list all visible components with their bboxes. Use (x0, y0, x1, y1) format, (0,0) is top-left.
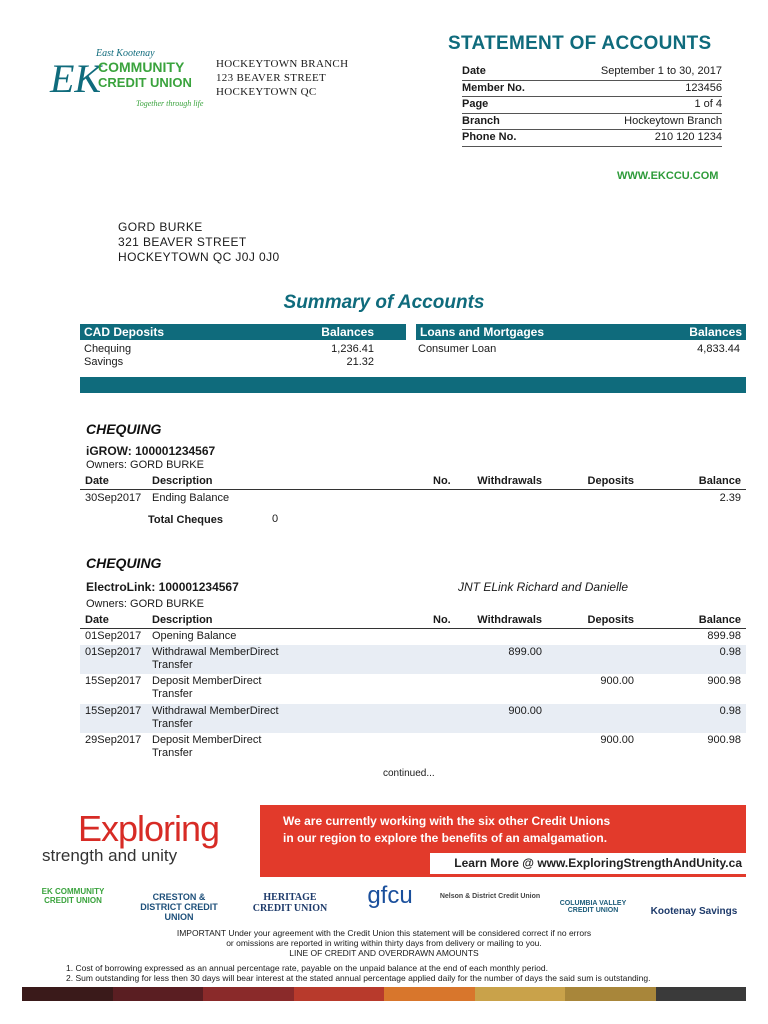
info-label: Branch (462, 114, 500, 127)
info-label: Phone No. (462, 131, 517, 143)
transaction-column-header (80, 475, 746, 490)
branch-line: HOCKEYTOWN BRANCH (216, 58, 349, 70)
txn-description: Deposit MemberDirect Transfer (152, 675, 262, 700)
partner-logo-ek: EK COMMUNITY CREDIT UNION (41, 887, 105, 905)
info-row (462, 81, 722, 98)
account-number: ElectroLink: 100001234567 (86, 580, 239, 594)
col-withdrawals: Withdrawals (477, 614, 542, 626)
col-description: Description (152, 614, 213, 626)
footer-point: 1. Cost of borrowing expressed as an annual percentage rate, payable on the unpaid balance at the end of each monthly period. (66, 963, 548, 973)
account-number: iGROW: 100001234567 (86, 444, 216, 458)
txn-deposit: 900.00 (600, 675, 634, 687)
txn-balance: 0.98 (719, 705, 741, 717)
col-no: No. (433, 475, 451, 487)
loan-row (418, 343, 740, 356)
loans-header (416, 324, 746, 340)
recipient-line: 321 BEAVER STREET (118, 235, 247, 249)
total-cheques-value: 0 (272, 513, 279, 525)
txn-withdrawal: 900.00 (508, 705, 542, 717)
info-row (462, 97, 722, 114)
txn-balance: 900.98 (707, 734, 741, 746)
info-value: September 1 to 30, 2017 (600, 65, 722, 77)
col-description: Description (152, 475, 213, 487)
banner-message-line: in our region to explore the benefits of an amalgamation. (283, 831, 608, 845)
account-nickname: JNT ELink Richard and Danielle (458, 580, 629, 594)
loan-balance: 4,833.44 (697, 343, 740, 355)
transaction-row (80, 492, 746, 506)
loan-name: Consumer Loan (418, 343, 497, 355)
footer-points (66, 963, 651, 983)
section-title: CHEQUING (86, 421, 162, 437)
footer-notes (0, 928, 768, 958)
account-name: Savings (84, 356, 124, 368)
banner-exploring-text: Exploring (78, 808, 220, 849)
account-owners: Owners: GORD BURKE (86, 598, 204, 610)
partner-logo-gfcu: gfcu (367, 882, 413, 909)
logo-line2: CREDIT UNION (98, 75, 192, 90)
recipient-line: GORD BURKE (118, 220, 203, 234)
txn-date: 30Sep2017 (85, 492, 142, 504)
col-deposits: Deposits (587, 475, 634, 487)
txn-withdrawal: 899.00 (508, 646, 542, 658)
footer-note-line: IMPORTANT Under your agreement with the Credit Union this statement will be considered correct if no errors (176, 928, 592, 938)
branch-address (216, 57, 348, 99)
branch-line: HOCKEYTOWN QC (216, 86, 317, 98)
info-row (462, 64, 722, 81)
info-label: Member No. (462, 81, 525, 94)
summary-divider-bar (80, 377, 746, 393)
statement-info-table (462, 64, 722, 147)
color-strip-segment (384, 987, 475, 1001)
account-balance: 21.32 (346, 356, 374, 368)
txn-date: 29Sep2017 (85, 734, 142, 746)
account-owners: Owners: GORD BURKE (86, 459, 204, 471)
summary-title: Summary of Accounts (283, 292, 485, 313)
info-row (462, 130, 722, 147)
txn-description: Withdrawal MemberDirect Transfer (152, 646, 279, 671)
website-link[interactable]: WWW.EKCCU.COM (617, 170, 719, 182)
recipient-line: HOCKEYTOWN QC J0J 0J0 (118, 250, 280, 264)
logo-top-text: East Kootenay (96, 48, 155, 59)
partner-logo-heritage: HERITAGE CREDIT UNION (252, 892, 328, 914)
learn-more-link[interactable]: Learn More @ www.ExploringStrengthAndUnity.ca (454, 856, 742, 870)
transaction-row (80, 645, 746, 674)
txn-date: 01Sep2017 (85, 630, 142, 642)
deposit-row (84, 356, 374, 369)
txn-date: 15Sep2017 (85, 675, 142, 687)
color-strip-segment (203, 987, 294, 1001)
txn-description: Opening Balance (152, 630, 237, 642)
color-strip-segment (113, 987, 204, 1001)
info-row (462, 114, 722, 131)
col-balance: Balance (698, 475, 741, 487)
logo-line1: COMMUNITY (98, 59, 185, 75)
color-strip-segment (656, 987, 747, 1001)
txn-deposit: 900.00 (600, 734, 634, 746)
transaction-row (80, 674, 746, 704)
deposits-heading: CAD Deposits (84, 325, 165, 339)
section-title: CHEQUING (86, 555, 162, 571)
info-value: Hockeytown Branch (624, 114, 722, 127)
loans-list (418, 343, 740, 356)
txn-description: Deposit MemberDirect Transfer (152, 734, 262, 759)
banner-message-line: We are currently working with the six other Credit Unions (283, 814, 611, 828)
banner-strength-text: strength and unity (42, 846, 178, 865)
txn-balance: 0.98 (719, 646, 741, 658)
info-value: 123456 (685, 81, 722, 94)
info-label: Page (462, 98, 489, 110)
color-strip-segment (475, 987, 566, 1001)
color-strip-segment (22, 987, 113, 1001)
partner-logo-columbia-valley: COLUMBIA VALLEY CREDIT UNION (559, 900, 627, 914)
txn-balance: 900.98 (707, 675, 741, 687)
account-name: Chequing (84, 343, 132, 355)
loans-heading: Loans and Mortgages (420, 325, 545, 339)
color-strip-segment (294, 987, 385, 1001)
color-strip-segment (565, 987, 656, 1001)
account-balance: 1,236.41 (331, 343, 374, 355)
deposits-header (80, 324, 406, 340)
col-date: Date (85, 475, 109, 487)
decorative-color-strip (22, 987, 746, 1001)
recipient-address (118, 220, 280, 265)
txn-date: 01Sep2017 (85, 646, 142, 658)
logo-tagline: Together through life (136, 99, 204, 108)
ek-logo (48, 44, 208, 114)
txn-balance: 2.39 (719, 492, 741, 504)
banner-message (283, 813, 610, 847)
col-date: Date (85, 614, 109, 626)
transaction-column-header (80, 614, 746, 629)
partner-logo-creston: CRESTON & DISTRICT CREDIT UNION (140, 892, 218, 922)
txn-description: Withdrawal MemberDirect Transfer (152, 705, 279, 730)
txn-description: Ending Balance (152, 492, 230, 504)
info-value: 210 120 1234 (654, 131, 722, 143)
col-no: No. (433, 614, 451, 626)
footer-note-line: LINE OF CREDIT AND OVERDRAWN AMOUNTS (289, 948, 479, 958)
col-balance: Balance (698, 614, 741, 626)
info-label: Date (462, 65, 486, 77)
col-withdrawals: Withdrawals (477, 475, 542, 487)
partner-logo-kootenay-savings: Kootenay Savings (650, 906, 738, 917)
footer-point: 2. Sum outstanding for less then 30 days will bear interest at the stated annual percentage applied daily for the number of days the said sum is outstanding. (66, 973, 651, 983)
branch-line: 123 BEAVER STREET (216, 72, 327, 84)
balances-label: Balances (321, 325, 374, 339)
txn-date: 15Sep2017 (85, 705, 142, 717)
logo-monogram: EK (50, 56, 102, 101)
statement-title: STATEMENT OF ACCOUNTS (448, 33, 712, 54)
info-value: 1 of 4 (694, 98, 722, 110)
balances-label: Balances (689, 325, 742, 339)
total-cheques-label: Total Cheques (148, 514, 223, 526)
deposit-row (84, 343, 374, 356)
transaction-row (80, 704, 746, 733)
col-deposits: Deposits (587, 614, 634, 626)
transaction-row (80, 733, 746, 762)
partner-logo-nelson: Nelson & District Credit Union (439, 893, 541, 900)
footer-note-line: or omissions are reported in writing within thirty days from delivery or mailing to you. (226, 938, 542, 948)
txn-balance: 899.98 (707, 630, 741, 642)
continued-note: continued... (383, 768, 435, 779)
transaction-row (80, 630, 746, 645)
deposits-list (84, 343, 374, 369)
